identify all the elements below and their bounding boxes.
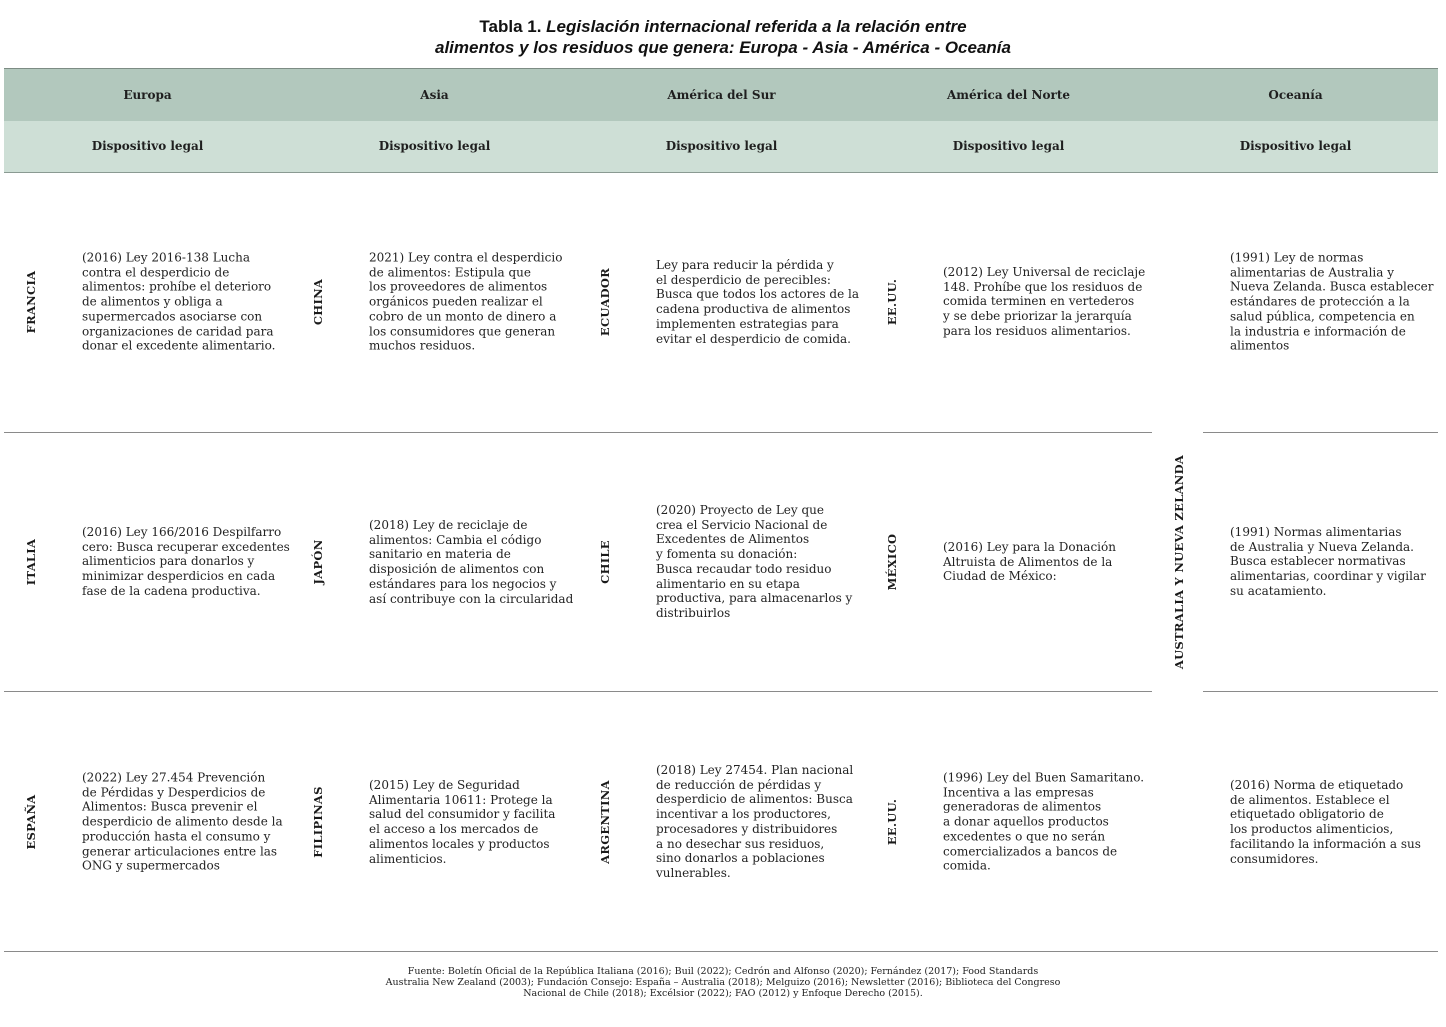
law-cell-francia: (2016) Ley 2016-138 Lucha contra el desperdicio de alimentos: prohíbe el deterioro de alimentos y obliga a supermercados asociarse con organizaciones de caridad para donar el excedente alimentario. bbox=[82, 250, 276, 353]
country-francia: FRANCIA bbox=[24, 270, 38, 334]
region-europa: Europa bbox=[123, 88, 172, 102]
title-line-2 bbox=[0, 37, 1446, 58]
law-cell-china: 2021) Ley contra el desperdicio de alimentos: Estipula que los proveedores de alimentos orgánicos pueden realizar el cobro de un monto de dinero a los consumidores que generan muchos residuos. bbox=[369, 250, 563, 353]
law-cell-mexico: (2016) Ley para la Donación Altruista de Alimentos de la Ciudad de México: bbox=[943, 539, 1116, 584]
row-divider bbox=[4, 691, 1152, 692]
title-line-1 bbox=[0, 16, 1446, 37]
subheader-cell: Dispositivo legal bbox=[952, 139, 1065, 153]
row-divider bbox=[1203, 691, 1438, 692]
law-cell-ecuador: Ley para reducir la pérdida y el desperdicio de perecibles: Busca que todos los actores de la cadena productiva de alimentos implementen estrategias para evitar el desperdicio de comida. bbox=[656, 257, 860, 346]
region-america-sur: América del Sur bbox=[667, 88, 776, 102]
country-italia: ITALIA bbox=[24, 538, 38, 586]
country-argentina: ARGENTINA bbox=[598, 780, 612, 864]
subheader-row bbox=[4, 121, 1438, 173]
region-america-norte: América del Norte bbox=[946, 88, 1071, 102]
country-eeuu: EE.UU. bbox=[885, 798, 899, 846]
country-japon: JAPÓN bbox=[311, 539, 325, 585]
law-cell-eeuu: (2012) Ley Universal de reciclaje 148. Prohíbe que los residuos de comida terminen en vertederos y se debe priorizar la jerarquía para los residuos alimentarios. bbox=[943, 265, 1146, 339]
table-number: Tabla 1. bbox=[479, 17, 542, 36]
law-cell-japon: (2018) Ley de reciclaje de alimentos: Cambia el código sanitario en materia de disposición de alimentos con estándares para los negocios y así contribuye con la circularidad bbox=[369, 517, 574, 606]
law-cell-argentina: (2018) Ley 27454. Plan nacional de reducción de pérdidas y desperdicio de alimentos: Busca incentivar a los productores, procesadores y distribuidores a no desechar sus residuos, sino donarlos a poblaciones vulnerables. bbox=[656, 763, 854, 881]
country-espana: ESPAÑA bbox=[24, 794, 38, 850]
law-cell-italia: (2016) Ley 166/2016 Despilfarro cero: Busca recuperar excedentes alimenticios para donarlos y minimizar desperdicios en cada fase de la cadena productiva. bbox=[82, 525, 290, 599]
country-ecuador: ECUADOR bbox=[598, 267, 612, 337]
region-header-row bbox=[4, 68, 1438, 121]
law-cell-filipinas: (2015) Ley de Seguridad Alimentaria 10611: Protege la salud del consumidor y facilita el acceso a los mercados de alimentos locales y productos alimenticios. bbox=[369, 777, 556, 866]
law-cell-oceania: (1991) Normas alimentarias de Australia y Nueva Zelanda. Busca establecer normativas alimentarias, coordinar y vigilar su acatamiento. bbox=[1230, 525, 1426, 599]
source-footnote: Fuente: Boletín Oficial de la República Italiana (2016); Buil (2022); Cedrón and Alfonso (2020); Fernández (2017); Food Standards Australia New Zealand (2003); Fundación Consejo: España – Australia (2018); Melguizo (2016); Newsletter (2016); Biblioteca del Congreso Nacional de Chile (2018); Excélsior (2022); FAO (2012) y Enfoque Derecho (2015). bbox=[385, 966, 1061, 999]
subheader-cell: Dispositivo legal bbox=[665, 139, 778, 153]
country-china: CHINA bbox=[311, 278, 325, 326]
country-filipinas: FILIPINAS bbox=[311, 786, 325, 858]
region-asia: Asia bbox=[420, 88, 449, 102]
law-cell-oceania: (2016) Norma de etiquetado de alimentos. Establece el etiquetado obligatorio de los productos alimenticios, facilitando la información a sus consumidores. bbox=[1230, 777, 1421, 866]
region-oceania: Oceanía bbox=[1268, 88, 1323, 102]
subheader-cell: Dispositivo legal bbox=[91, 139, 204, 153]
law-cell-espana: (2022) Ley 27.454 Prevención de Pérdidas y Desperdicios de Alimentos: Busca prevenir el desperdicio de alimento desde la producción hasta el consumo y generar articulaciones entre las ONG y supermercados bbox=[82, 770, 283, 873]
subheader-cell: Dispositivo legal bbox=[378, 139, 491, 153]
country-mexico: MÉXICO bbox=[885, 533, 899, 591]
subheader-cell: Dispositivo legal bbox=[1239, 139, 1352, 153]
country-australia-nueva-zelanda: AUSTRALIA Y NUEVA ZELANDA bbox=[1172, 454, 1186, 670]
law-cell-eeuu: (1996) Ley del Buen Samaritano. Incentiva a las empresas generadoras de alimentos a donar aquellos productos excedentes o que no serán comercializados a bancos de comida. bbox=[943, 770, 1145, 873]
title-text-2: alimentos y los residuos que genera: Europa - Asia - América - Oceanía bbox=[435, 38, 1011, 57]
table-title bbox=[0, 16, 1446, 58]
table-bottom-rule bbox=[4, 951, 1438, 952]
country-chile: CHILE bbox=[598, 540, 612, 584]
row-divider bbox=[1203, 432, 1438, 433]
law-cell-oceania: (1991) Ley de normas alimentarias de Australia y Nueva Zelanda. Busca establecer estándares de protección a la salud pública, competencia en la industria e información de alimentos bbox=[1230, 250, 1434, 353]
row-divider bbox=[4, 432, 1152, 433]
title-text-1: Legislación internacional referida a la relación entre bbox=[546, 17, 967, 36]
law-cell-chile: (2020) Proyecto de Ley que crea el Servicio Nacional de Excedentes de Alimentos y fomenta su donación: Busca recaudar todo residuo alimentario en su etapa productiva, para almacenarlos y distribuirlos bbox=[656, 503, 853, 621]
country-eeuu: EE.UU. bbox=[885, 278, 899, 326]
